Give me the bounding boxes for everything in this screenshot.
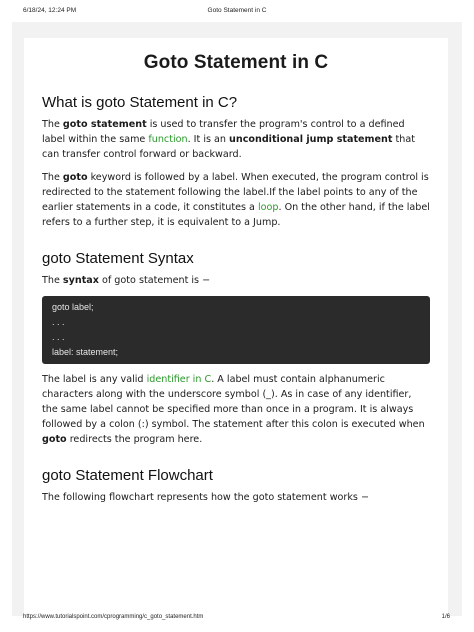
code-line: goto label; <box>52 302 94 312</box>
section-heading-what-is-goto: What is goto Statement in C? <box>42 94 238 111</box>
paragraph <box>42 117 430 162</box>
bold-term: goto statement <box>62 119 147 130</box>
bold-term: unconditional jump statement <box>229 134 393 145</box>
text-run: . It is an <box>187 134 230 145</box>
section-heading-syntax: goto Statement Syntax <box>42 250 194 267</box>
text-run: The <box>42 119 63 130</box>
bold-term: goto <box>62 172 88 183</box>
text-run: redirects the program here. <box>66 434 203 445</box>
bold-term: syntax <box>62 275 99 286</box>
print-url: https://www.tutorialspoint.com/cprogramming/c_goto_statement.htm <box>23 614 204 620</box>
print-datetime: 6/18/24, 12:24 PM <box>23 7 77 14</box>
syntax-intro <box>42 273 430 288</box>
text-run: . On the other hand, if the label refers to a further step, it is equivalent to a Jump. <box>42 202 430 228</box>
text-run: of goto statement is − <box>98 275 211 286</box>
code-block <box>42 296 430 364</box>
text-run: that can transfer control forward or backward. <box>42 134 416 160</box>
print-page-title: Goto Statement in C <box>207 7 267 14</box>
page-background <box>12 22 462 616</box>
text-run: . A label must contain alphanumeric characters along with the underscore symbol (_). As in case of any identifier, the same label cannot be specified more than once in a program. It is always followed by a colon (:) symbol. The statement after this colon is executed when <box>42 374 425 430</box>
section-heading-flowchart: goto Statement Flowchart <box>42 467 213 484</box>
code-line: . . . <box>52 317 65 327</box>
text-run: The label is any valid <box>42 374 147 385</box>
text-run: The <box>42 275 63 286</box>
bold-term: goto <box>42 434 67 445</box>
inline-link[interactable]: function <box>148 134 188 145</box>
inline-link[interactable]: identifier in C <box>146 374 212 385</box>
paragraph <box>42 372 430 447</box>
paragraph <box>42 170 430 230</box>
text-run: The following flowchart represents how the goto statement works − <box>42 492 369 503</box>
print-header <box>0 7 474 19</box>
code-line: label: statement; <box>52 347 119 357</box>
text-run: The <box>42 172 63 183</box>
article-card <box>24 38 448 616</box>
article-title: Goto Statement in C <box>143 52 329 73</box>
paragraph <box>42 490 430 505</box>
inline-link[interactable]: loop <box>257 202 279 213</box>
text-run: is used to transfer the program's control to a defined label within the same <box>42 119 405 145</box>
print-page-number: 1/6 <box>441 614 450 620</box>
code-line: . . . <box>52 332 65 342</box>
text-run: keyword is followed by a label. When executed, the program control is redirected to the statement following the label.If the label points to any of the earlier statements in a code, it constitutes a <box>42 172 429 213</box>
print-footer <box>0 614 474 626</box>
